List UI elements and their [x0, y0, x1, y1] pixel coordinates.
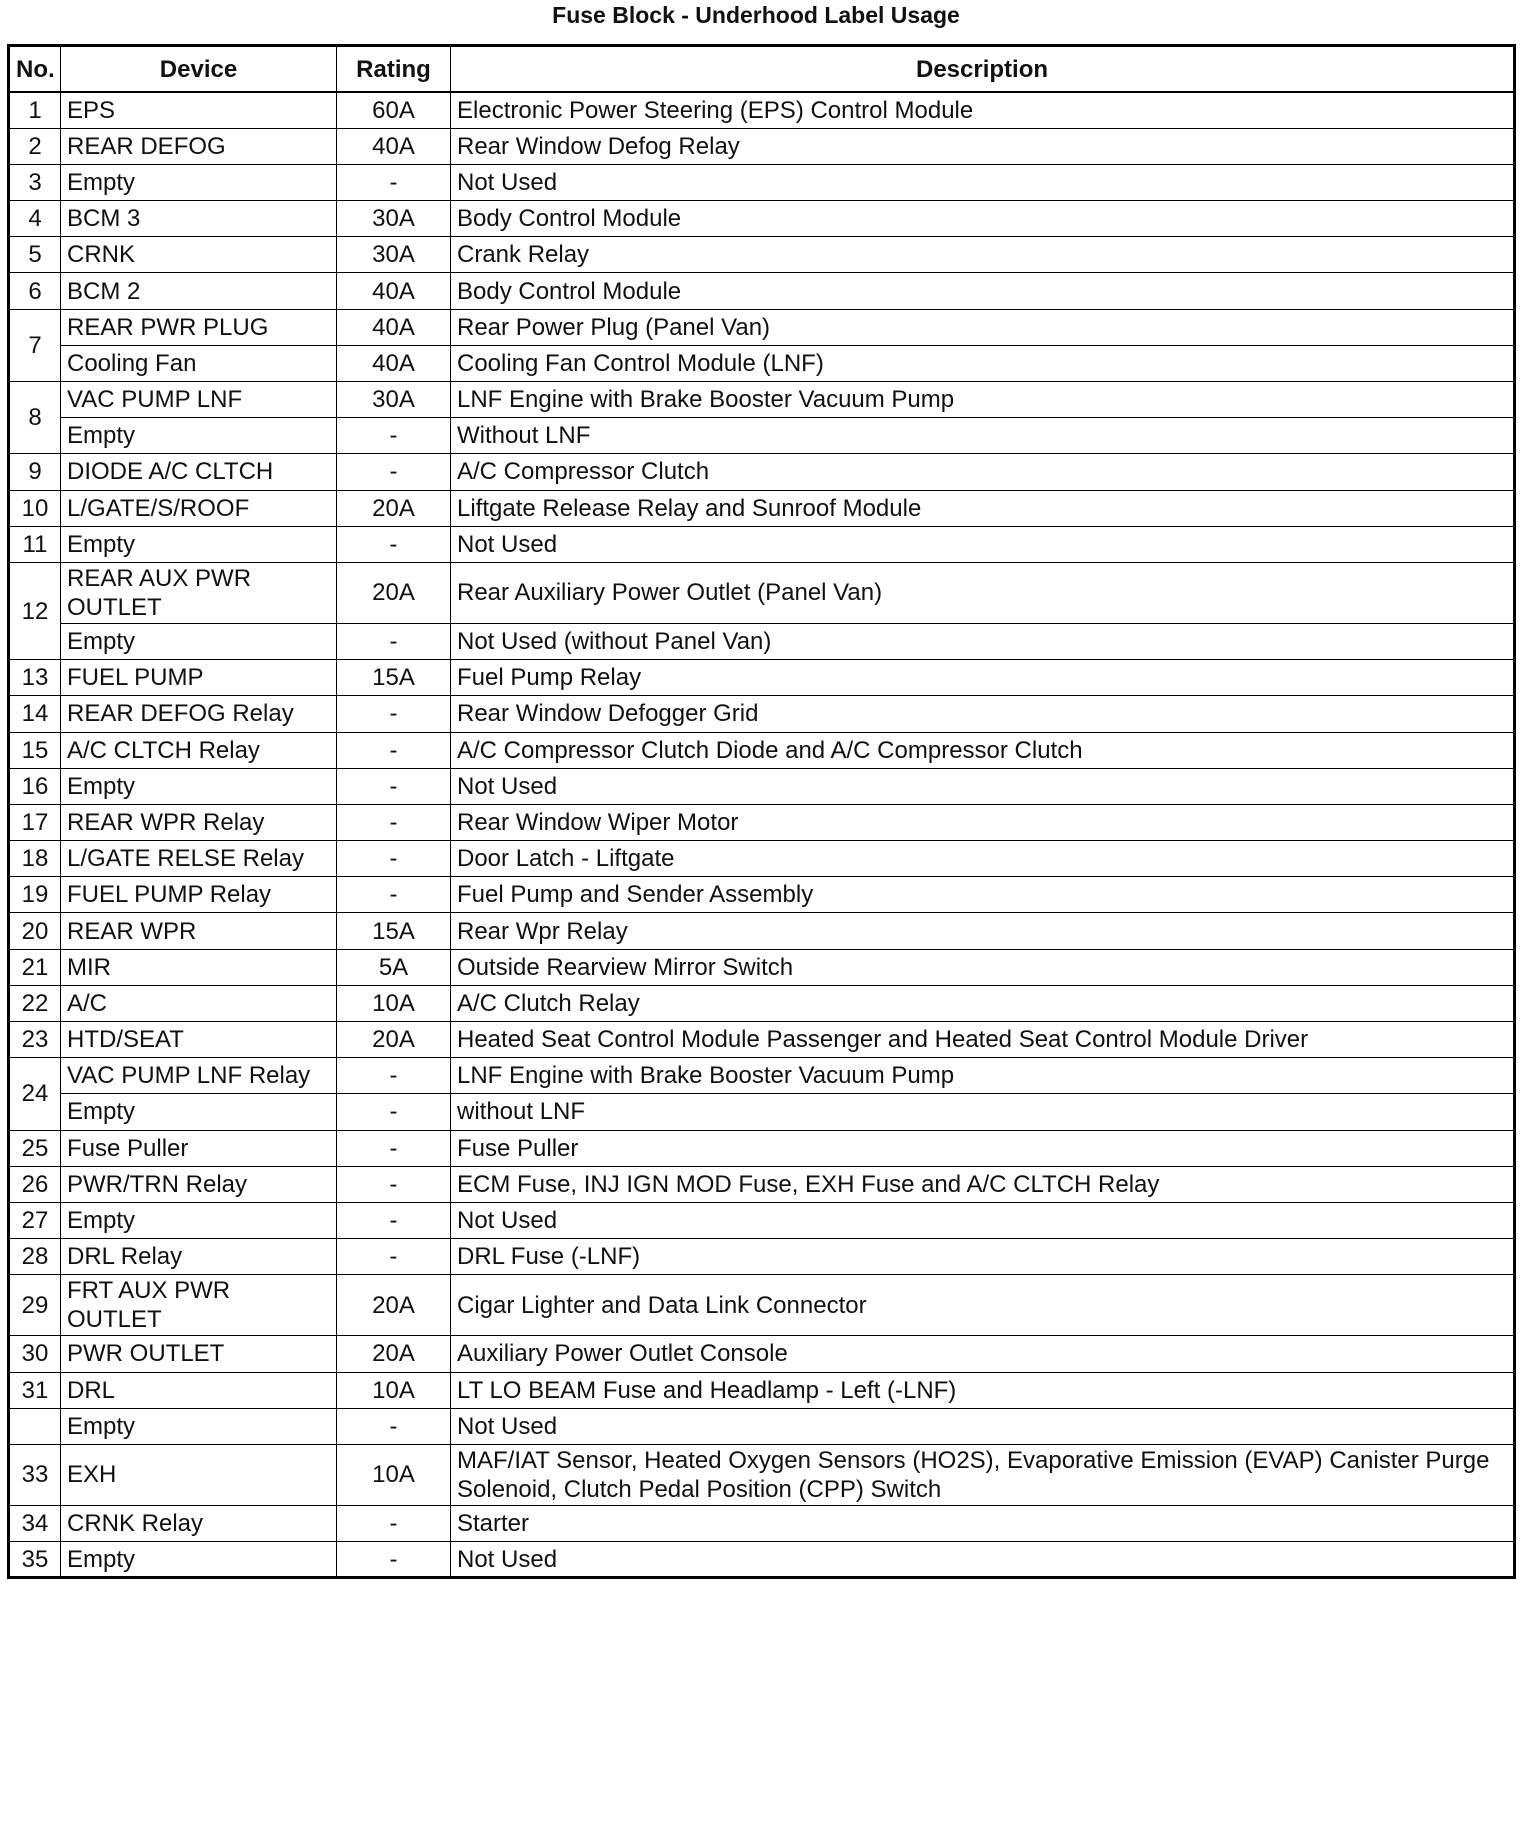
- table-row: [9, 1408, 1515, 1444]
- table-row: [9, 623, 1515, 659]
- description-cell: Without LNF: [451, 418, 1515, 454]
- description-cell: Fuse Puller: [451, 1130, 1515, 1166]
- table-row: [9, 877, 1515, 913]
- fuse-number: 17: [9, 804, 61, 840]
- rating-cell: 15A: [337, 913, 451, 949]
- fuse-number: 5: [9, 237, 61, 273]
- table-row: [9, 1022, 1515, 1058]
- description-cell: Not Used: [451, 526, 1515, 562]
- description-cell: MAF/IAT Sensor, Heated Oxygen Sensors (HO2S), Evaporative Emission (EVAP) Canister Purge Solenoid, Clutch Pedal Position (CPP) Switch: [451, 1444, 1515, 1505]
- device-cell: DIODE A/C CLTCH: [61, 454, 337, 490]
- header-rating: Rating: [337, 46, 451, 93]
- table-row: [9, 1130, 1515, 1166]
- description-cell: Crank Relay: [451, 237, 1515, 273]
- table-row: [9, 1202, 1515, 1238]
- rating-cell: 20A: [337, 1336, 451, 1372]
- device-cell: DRL: [61, 1372, 337, 1408]
- rating-cell: -: [337, 1130, 451, 1166]
- description-cell: A/C Clutch Relay: [451, 985, 1515, 1021]
- description-cell: Body Control Module: [451, 201, 1515, 237]
- fuse-number: 27: [9, 1202, 61, 1238]
- device-cell: MIR: [61, 949, 337, 985]
- header-row: [9, 46, 1515, 93]
- description-cell: Outside Rearview Mirror Switch: [451, 949, 1515, 985]
- device-cell: PWR/TRN Relay: [61, 1166, 337, 1202]
- description-cell: Not Used: [451, 1202, 1515, 1238]
- table-row: [9, 237, 1515, 273]
- table-row: [9, 454, 1515, 490]
- table-row: [9, 273, 1515, 309]
- fuse-number: 14: [9, 696, 61, 732]
- device-cell: BCM 3: [61, 201, 337, 237]
- device-cell: Empty: [61, 623, 337, 659]
- description-cell: Rear Window Wiper Motor: [451, 804, 1515, 840]
- device-cell: Empty: [61, 1542, 337, 1578]
- table-row: [9, 804, 1515, 840]
- table-row: [9, 1166, 1515, 1202]
- description-cell: Cigar Lighter and Data Link Connector: [451, 1275, 1515, 1336]
- description-cell: Auxiliary Power Outlet Console: [451, 1336, 1515, 1372]
- description-cell: Fuel Pump Relay: [451, 660, 1515, 696]
- device-cell: Empty: [61, 164, 337, 200]
- description-cell: Cooling Fan Control Module (LNF): [451, 345, 1515, 381]
- fuse-number: 18: [9, 841, 61, 877]
- description-cell: LT LO BEAM Fuse and Headlamp - Left (-LNF): [451, 1372, 1515, 1408]
- device-cell: VAC PUMP LNF: [61, 382, 337, 418]
- table-row: [9, 526, 1515, 562]
- fuse-number: 21: [9, 949, 61, 985]
- description-cell: ECM Fuse, INJ IGN MOD Fuse, EXH Fuse and A/C CLTCH Relay: [451, 1166, 1515, 1202]
- fuse-number: 13: [9, 660, 61, 696]
- rating-cell: 20A: [337, 1022, 451, 1058]
- device-cell: BCM 2: [61, 273, 337, 309]
- rating-cell: 20A: [337, 562, 451, 623]
- fuse-number: 4: [9, 201, 61, 237]
- description-cell: Not Used: [451, 768, 1515, 804]
- fuse-number: 31: [9, 1372, 61, 1408]
- device-cell: A/C: [61, 985, 337, 1021]
- description-cell: Not Used (without Panel Van): [451, 623, 1515, 659]
- fuse-number: 24: [9, 1058, 61, 1130]
- device-cell: FUEL PUMP Relay: [61, 877, 337, 913]
- fuse-number: 35: [9, 1542, 61, 1578]
- device-cell: Fuse Puller: [61, 1130, 337, 1166]
- fuse-number: 7: [9, 309, 61, 381]
- device-cell: Empty: [61, 526, 337, 562]
- table-row: [9, 1444, 1515, 1505]
- device-cell: L/GATE RELSE Relay: [61, 841, 337, 877]
- table-row: [9, 1372, 1515, 1408]
- table-row: [9, 164, 1515, 200]
- fuse-number: 33: [9, 1444, 61, 1505]
- table-row: [9, 1275, 1515, 1336]
- rating-cell: -: [337, 1239, 451, 1275]
- rating-cell: -: [337, 526, 451, 562]
- table-row: [9, 309, 1515, 345]
- rating-cell: -: [337, 804, 451, 840]
- fuse-number: [9, 1408, 61, 1444]
- rating-cell: 10A: [337, 985, 451, 1021]
- rating-cell: 5A: [337, 949, 451, 985]
- table-row: [9, 696, 1515, 732]
- rating-cell: -: [337, 1166, 451, 1202]
- device-cell: FUEL PUMP: [61, 660, 337, 696]
- rating-cell: 40A: [337, 128, 451, 164]
- device-cell: EXH: [61, 1444, 337, 1505]
- table-row: [9, 732, 1515, 768]
- rating-cell: -: [337, 418, 451, 454]
- rating-cell: 30A: [337, 237, 451, 273]
- device-cell: Empty: [61, 1408, 337, 1444]
- fuse-number: 16: [9, 768, 61, 804]
- fuse-number: 28: [9, 1239, 61, 1275]
- description-cell: Rear Window Defog Relay: [451, 128, 1515, 164]
- table-row: [9, 949, 1515, 985]
- table-row: [9, 841, 1515, 877]
- rating-cell: 40A: [337, 309, 451, 345]
- description-cell: DRL Fuse (-LNF): [451, 1239, 1515, 1275]
- fuse-number: 8: [9, 382, 61, 454]
- rating-cell: -: [337, 454, 451, 490]
- header-no: No.: [9, 46, 61, 93]
- table-row: [9, 92, 1515, 128]
- table-row: [9, 345, 1515, 381]
- fuse-number: 25: [9, 1130, 61, 1166]
- table-row: [9, 1058, 1515, 1094]
- fuse-number: 6: [9, 273, 61, 309]
- device-cell: L/GATE/S/ROOF: [61, 490, 337, 526]
- device-cell: VAC PUMP LNF Relay: [61, 1058, 337, 1094]
- header-device: Device: [61, 46, 337, 93]
- fuse-number: 23: [9, 1022, 61, 1058]
- fuse-number: 19: [9, 877, 61, 913]
- description-cell: Electronic Power Steering (EPS) Control Module: [451, 92, 1515, 128]
- fuse-number: 20: [9, 913, 61, 949]
- table-row: [9, 913, 1515, 949]
- rating-cell: 30A: [337, 201, 451, 237]
- table-row: [9, 660, 1515, 696]
- rating-cell: -: [337, 1408, 451, 1444]
- rating-cell: -: [337, 696, 451, 732]
- fuse-number: 12: [9, 562, 61, 659]
- table-row: [9, 985, 1515, 1021]
- rating-cell: -: [337, 732, 451, 768]
- table-row: [9, 418, 1515, 454]
- rating-cell: 40A: [337, 345, 451, 381]
- table-title: Fuse Block - Underhood Label Usage: [552, 2, 960, 28]
- rating-cell: -: [337, 164, 451, 200]
- description-cell: Not Used: [451, 1408, 1515, 1444]
- header-description: Description: [451, 46, 1515, 93]
- fuse-table-body: [9, 92, 1515, 1578]
- device-cell: REAR DEFOG: [61, 128, 337, 164]
- fuse-number: 22: [9, 985, 61, 1021]
- table-row: [9, 1505, 1515, 1541]
- fuse-number: 10: [9, 490, 61, 526]
- table-row: [9, 1336, 1515, 1372]
- table-row: [9, 562, 1515, 623]
- table-row: [9, 490, 1515, 526]
- device-cell: REAR AUX PWR OUTLET: [61, 562, 337, 623]
- fuse-number: 34: [9, 1505, 61, 1541]
- device-cell: REAR WPR: [61, 913, 337, 949]
- description-cell: LNF Engine with Brake Booster Vacuum Pump: [451, 1058, 1515, 1094]
- description-cell: Body Control Module: [451, 273, 1515, 309]
- fuse-number: 2: [9, 128, 61, 164]
- rating-cell: 60A: [337, 92, 451, 128]
- table-row: [9, 1239, 1515, 1275]
- table-row: [9, 128, 1515, 164]
- rating-cell: -: [337, 877, 451, 913]
- rating-cell: -: [337, 768, 451, 804]
- rating-cell: -: [337, 1058, 451, 1094]
- fuse-table: [7, 44, 1516, 1579]
- description-cell: Rear Window Defogger Grid: [451, 696, 1515, 732]
- description-cell: Door Latch - Liftgate: [451, 841, 1515, 877]
- fuse-number: 29: [9, 1275, 61, 1336]
- rating-cell: -: [337, 623, 451, 659]
- device-cell: REAR PWR PLUG: [61, 309, 337, 345]
- device-cell: PWR OUTLET: [61, 1336, 337, 1372]
- rating-cell: -: [337, 1094, 451, 1130]
- rating-cell: 15A: [337, 660, 451, 696]
- device-cell: CRNK Relay: [61, 1505, 337, 1541]
- device-cell: Empty: [61, 418, 337, 454]
- description-cell: Not Used: [451, 164, 1515, 200]
- device-cell: REAR WPR Relay: [61, 804, 337, 840]
- rating-cell: 40A: [337, 273, 451, 309]
- rating-cell: 10A: [337, 1372, 451, 1408]
- device-cell: Empty: [61, 1094, 337, 1130]
- device-cell: FRT AUX PWR OUTLET: [61, 1275, 337, 1336]
- fuse-number: 15: [9, 732, 61, 768]
- rating-cell: 10A: [337, 1444, 451, 1505]
- fuse-number: 1: [9, 92, 61, 128]
- table-row: [9, 1094, 1515, 1130]
- table-row: [9, 1542, 1515, 1578]
- description-cell: Rear Wpr Relay: [451, 913, 1515, 949]
- description-cell: Not Used: [451, 1542, 1515, 1578]
- description-cell: without LNF: [451, 1094, 1515, 1130]
- fuse-number: 26: [9, 1166, 61, 1202]
- device-cell: EPS: [61, 92, 337, 128]
- fuse-number: 11: [9, 526, 61, 562]
- rating-cell: 20A: [337, 1275, 451, 1336]
- fuse-number: 9: [9, 454, 61, 490]
- rating-cell: -: [337, 1202, 451, 1238]
- description-cell: A/C Compressor Clutch: [451, 454, 1515, 490]
- table-row: [9, 768, 1515, 804]
- device-cell: A/C CLTCH Relay: [61, 732, 337, 768]
- device-cell: DRL Relay: [61, 1239, 337, 1275]
- description-cell: Starter: [451, 1505, 1515, 1541]
- device-cell: Empty: [61, 768, 337, 804]
- rating-cell: -: [337, 1505, 451, 1541]
- device-cell: Cooling Fan: [61, 345, 337, 381]
- device-cell: CRNK: [61, 237, 337, 273]
- description-cell: Heated Seat Control Module Passenger and Heated Seat Control Module Driver: [451, 1022, 1515, 1058]
- rating-cell: -: [337, 1542, 451, 1578]
- description-cell: Rear Auxiliary Power Outlet (Panel Van): [451, 562, 1515, 623]
- device-cell: REAR DEFOG Relay: [61, 696, 337, 732]
- table-row: [9, 201, 1515, 237]
- rating-cell: 20A: [337, 490, 451, 526]
- description-cell: Fuel Pump and Sender Assembly: [451, 877, 1515, 913]
- description-cell: LNF Engine with Brake Booster Vacuum Pump: [451, 382, 1515, 418]
- table-row: [9, 382, 1515, 418]
- device-cell: Empty: [61, 1202, 337, 1238]
- description-cell: Liftgate Release Relay and Sunroof Module: [451, 490, 1515, 526]
- device-cell: HTD/SEAT: [61, 1022, 337, 1058]
- fuse-number: 30: [9, 1336, 61, 1372]
- description-cell: Rear Power Plug (Panel Van): [451, 309, 1515, 345]
- fuse-number: 3: [9, 164, 61, 200]
- description-cell: A/C Compressor Clutch Diode and A/C Compressor Clutch: [451, 732, 1515, 768]
- rating-cell: 30A: [337, 382, 451, 418]
- rating-cell: -: [337, 841, 451, 877]
